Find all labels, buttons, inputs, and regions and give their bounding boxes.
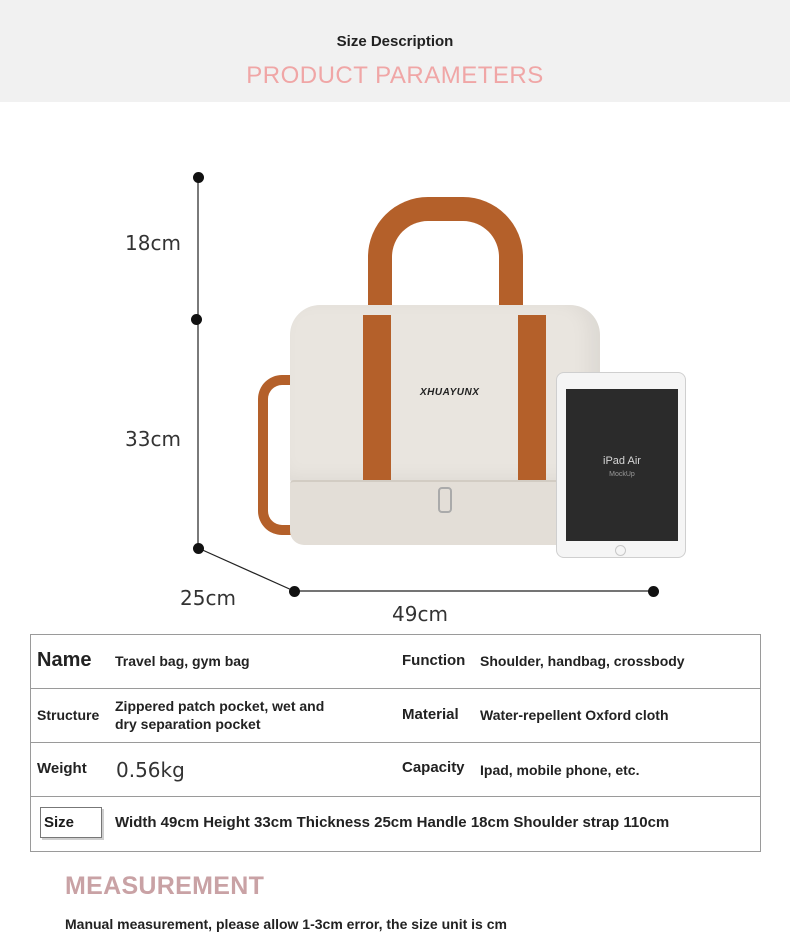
name-label: Name	[37, 649, 92, 671]
dimension-dot-width	[648, 586, 659, 597]
material-label: Material	[402, 706, 459, 723]
bag-brand-logo: XHUAYUNX	[420, 387, 480, 398]
bag-width-label: 49cm	[392, 602, 448, 626]
spec-row-weight	[31, 743, 760, 797]
front-strap-left	[363, 315, 391, 490]
size-description-label: Size Description	[336, 33, 454, 50]
material-value: Water-repellent Oxford cloth	[480, 707, 669, 723]
size-value: Width 49cm Height 33cm Thickness 25cm Handle 18cm Shoulder strap 110cm	[115, 814, 670, 831]
weight-value: 0.56kg	[116, 758, 185, 782]
function-label: Function	[402, 652, 466, 669]
bag-thickness-label: 25cm	[180, 586, 236, 610]
name-value: Travel bag, gym bag	[115, 653, 250, 669]
measurement-title: MEASUREMENT	[65, 872, 265, 900]
dimension-dot-top	[193, 172, 204, 183]
weight-label: Weight	[37, 760, 87, 777]
handle-height-label: 18cm	[125, 231, 181, 255]
bag-height-label: 33cm	[125, 427, 181, 451]
tablet-illustration	[556, 372, 686, 558]
dimension-dot-bottom	[193, 543, 204, 554]
capacity-value: Ipad, mobile phone, etc.	[480, 762, 640, 778]
capacity-label: Capacity	[402, 759, 465, 776]
spec-table	[30, 634, 761, 852]
dimension-dot-handle	[191, 314, 202, 325]
spec-row-size	[31, 797, 760, 851]
tablet-subtitle: MockUp	[609, 471, 635, 478]
tablet-screen	[566, 389, 678, 541]
size-label-box	[40, 807, 102, 838]
structure-label: Structure	[37, 707, 100, 723]
structure-value-line2: dry separation pocket	[115, 716, 261, 732]
spec-row-structure	[31, 689, 760, 743]
size-label: Size	[44, 814, 75, 831]
zipper-pull	[438, 487, 452, 513]
spec-row-name	[31, 635, 760, 689]
measurement-note: Manual measurement, please allow 1-3cm error, the size unit is cm	[65, 916, 507, 932]
structure-value-line1: Zippered patch pocket, wet and	[115, 698, 325, 714]
tablet-home-button	[615, 545, 626, 556]
product-parameters-title: PRODUCT PARAMETERS	[246, 62, 544, 89]
dimension-dot-depth	[289, 586, 300, 597]
tablet-title: iPad Air	[603, 455, 641, 467]
front-strap-right	[518, 315, 546, 490]
function-value: Shoulder, handbag, crossbody	[480, 653, 685, 669]
